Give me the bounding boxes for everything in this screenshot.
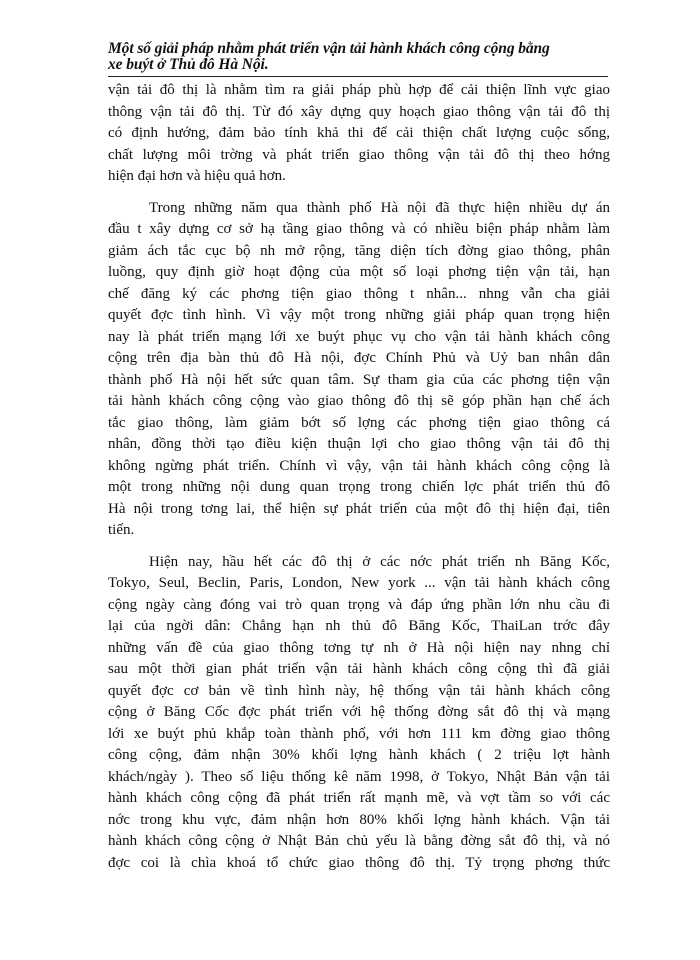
- text-line: hành khách công cộng đã phát triển rất mạnh mẽ, và vợt tầm so với các: [108, 790, 610, 806]
- text-line: có định hướng, đảm bảo tính khả thi để cải thiện chất lượng cuộc sống,: [108, 125, 610, 141]
- text-line: Hà nội trong tơng lai, thể hiện sự phát triển của một đô thị hiện đại, tiên: [108, 500, 610, 517]
- text-line: quyết đợc tình hình. Vì vậy một trong những giải pháp quan trọng hiện: [108, 307, 610, 323]
- text-line: lới xe buýt phủ khắp toàn thành phố, với hơn 111 km đờng giao thông: [108, 725, 610, 742]
- text-line: đợc coi là chìa khoá tổ chức giao thông đô thị. Tỷ trọng phơng thức: [108, 854, 610, 871]
- header-title-line-2: xe buýt ở Thủ đô Hà Nội.: [108, 56, 269, 73]
- running-header: [108, 41, 608, 77]
- text-line: cộng ở Băng Cốc đợc phát triển với hệ thống đờng sắt đô thị và mạng: [108, 704, 610, 720]
- text-line: hành khách công cộng ở Nhật Bản chủ yếu là bằng đờng sắt đô thị, và nó: [108, 833, 610, 849]
- text-line: không ngừng phát triển. Chính vì vậy, vận tải hành khách công cộng là: [108, 457, 610, 474]
- text-line: nhân, đồng thời tạo điều kiện thuận lợi cho giao thông vận tải đô thị: [108, 436, 610, 452]
- text-line: cộng ngày càng đóng vai trò quan trọng và đáp ứng phần lớn nhu cầu đi: [108, 596, 610, 613]
- text-line: hiện đại hơn và hiệu quả hơn.: [108, 168, 286, 184]
- text-line: chất lượng môi trờng và phát triển giao thông vận tải đô thị theo hớng: [108, 146, 610, 163]
- paragraph-gap: [108, 188, 610, 198]
- text-line: cộng trên địa bàn thủ đô Hà nội, đợc Chính Phủ và Uỷ ban nhân dân: [108, 350, 610, 366]
- text-line: thông vận tải đô thị. Từ đó xây dựng quy hoạch giao thông vận tải đô thị: [108, 103, 610, 120]
- text-line: Tokyo, Seul, Beclin, Paris, London, New york ... vận tải hành khách công: [108, 575, 610, 591]
- header-title-line-1: Một số giải pháp nhằm phát triển vận tải hành khách công cộng bằng: [108, 40, 550, 57]
- text-line: sau một thời gian phát triển vận tải hành khách công cộng thì đã giải: [108, 661, 610, 677]
- text-line: công cộng, đảm nhận 30% khối lợng hành khách ( 2 triệu lợt hành: [108, 747, 610, 763]
- paragraph-1: [108, 80, 610, 188]
- paragraph-gap: [108, 542, 610, 552]
- text-line: Hiện nay, hầu hết các đô thị ở các nớc phát triển nh Băng Kốc,: [149, 553, 610, 570]
- text-line: đầu t xây dựng cơ sở hạ tầng giao thông và có nhiều biện pháp nhằm làm: [108, 221, 610, 237]
- text-line: giảm ách tắc cục bộ nh mở rộng, tăng diện tích đờng giao thông, phân: [108, 242, 610, 259]
- text-line: tải hành khách công cộng vào giao thông đô thị sẽ góp phần hạn chế ách: [108, 393, 610, 409]
- text-line: nay là phát triển mạng lới xe buýt phục vụ cho vận tải hành khách công: [108, 328, 610, 345]
- text-line: quyết đợc cơ bản về tình hình này, hệ thống vận tải hành khách công: [108, 682, 610, 699]
- text-line: lại của ngời dân: Chẳng hạn nh thủ đô Băng Kốc, ThaiLan trớc đây: [108, 618, 610, 634]
- text-line: khách/ngày ). Theo số liệu thống kê năm 1998, ở Tokyo, Nhật Bản vận tải: [108, 768, 610, 785]
- text-line: nớc trong khu vực, đảm nhận hơn 80% khối lợng hành khách. Vận tải: [108, 811, 610, 828]
- text-line: Trong những năm qua thành phố Hà nội đã thực hiện nhiều dự án: [149, 199, 610, 216]
- text-line: vận tải đô thị là nhằm tìm ra giải pháp phù hợp để cải thiện lĩnh vực giao: [108, 82, 610, 98]
- paragraph-3: [108, 552, 610, 875]
- text-line: thành phố Hà nội hết sức quan tâm. Sự tham gia của các phơng tiện vận: [108, 371, 610, 388]
- body-text: [108, 80, 610, 874]
- text-line: luồng, quy định giờ hoạt động của một số loại phơng tiện vận tải, hạn: [108, 264, 610, 280]
- text-line: tắc giao thông, làm giảm bớt số lợng các phơng tiện giao thông cá: [108, 414, 610, 431]
- text-line: một trong những nội dung quan trọng trong chiến lợc phát triển thủ đô: [108, 479, 610, 495]
- text-line: những vấn đề của giao thông tơng tự nh ở Hà nội hiện nay nhng chỉ: [108, 639, 610, 656]
- paragraph-2: [108, 198, 610, 542]
- text-line: tiến.: [108, 522, 135, 538]
- text-line: chế đăng ký các phơng tiện giao thông t nhân... nhng vẫn cha giải: [108, 285, 610, 302]
